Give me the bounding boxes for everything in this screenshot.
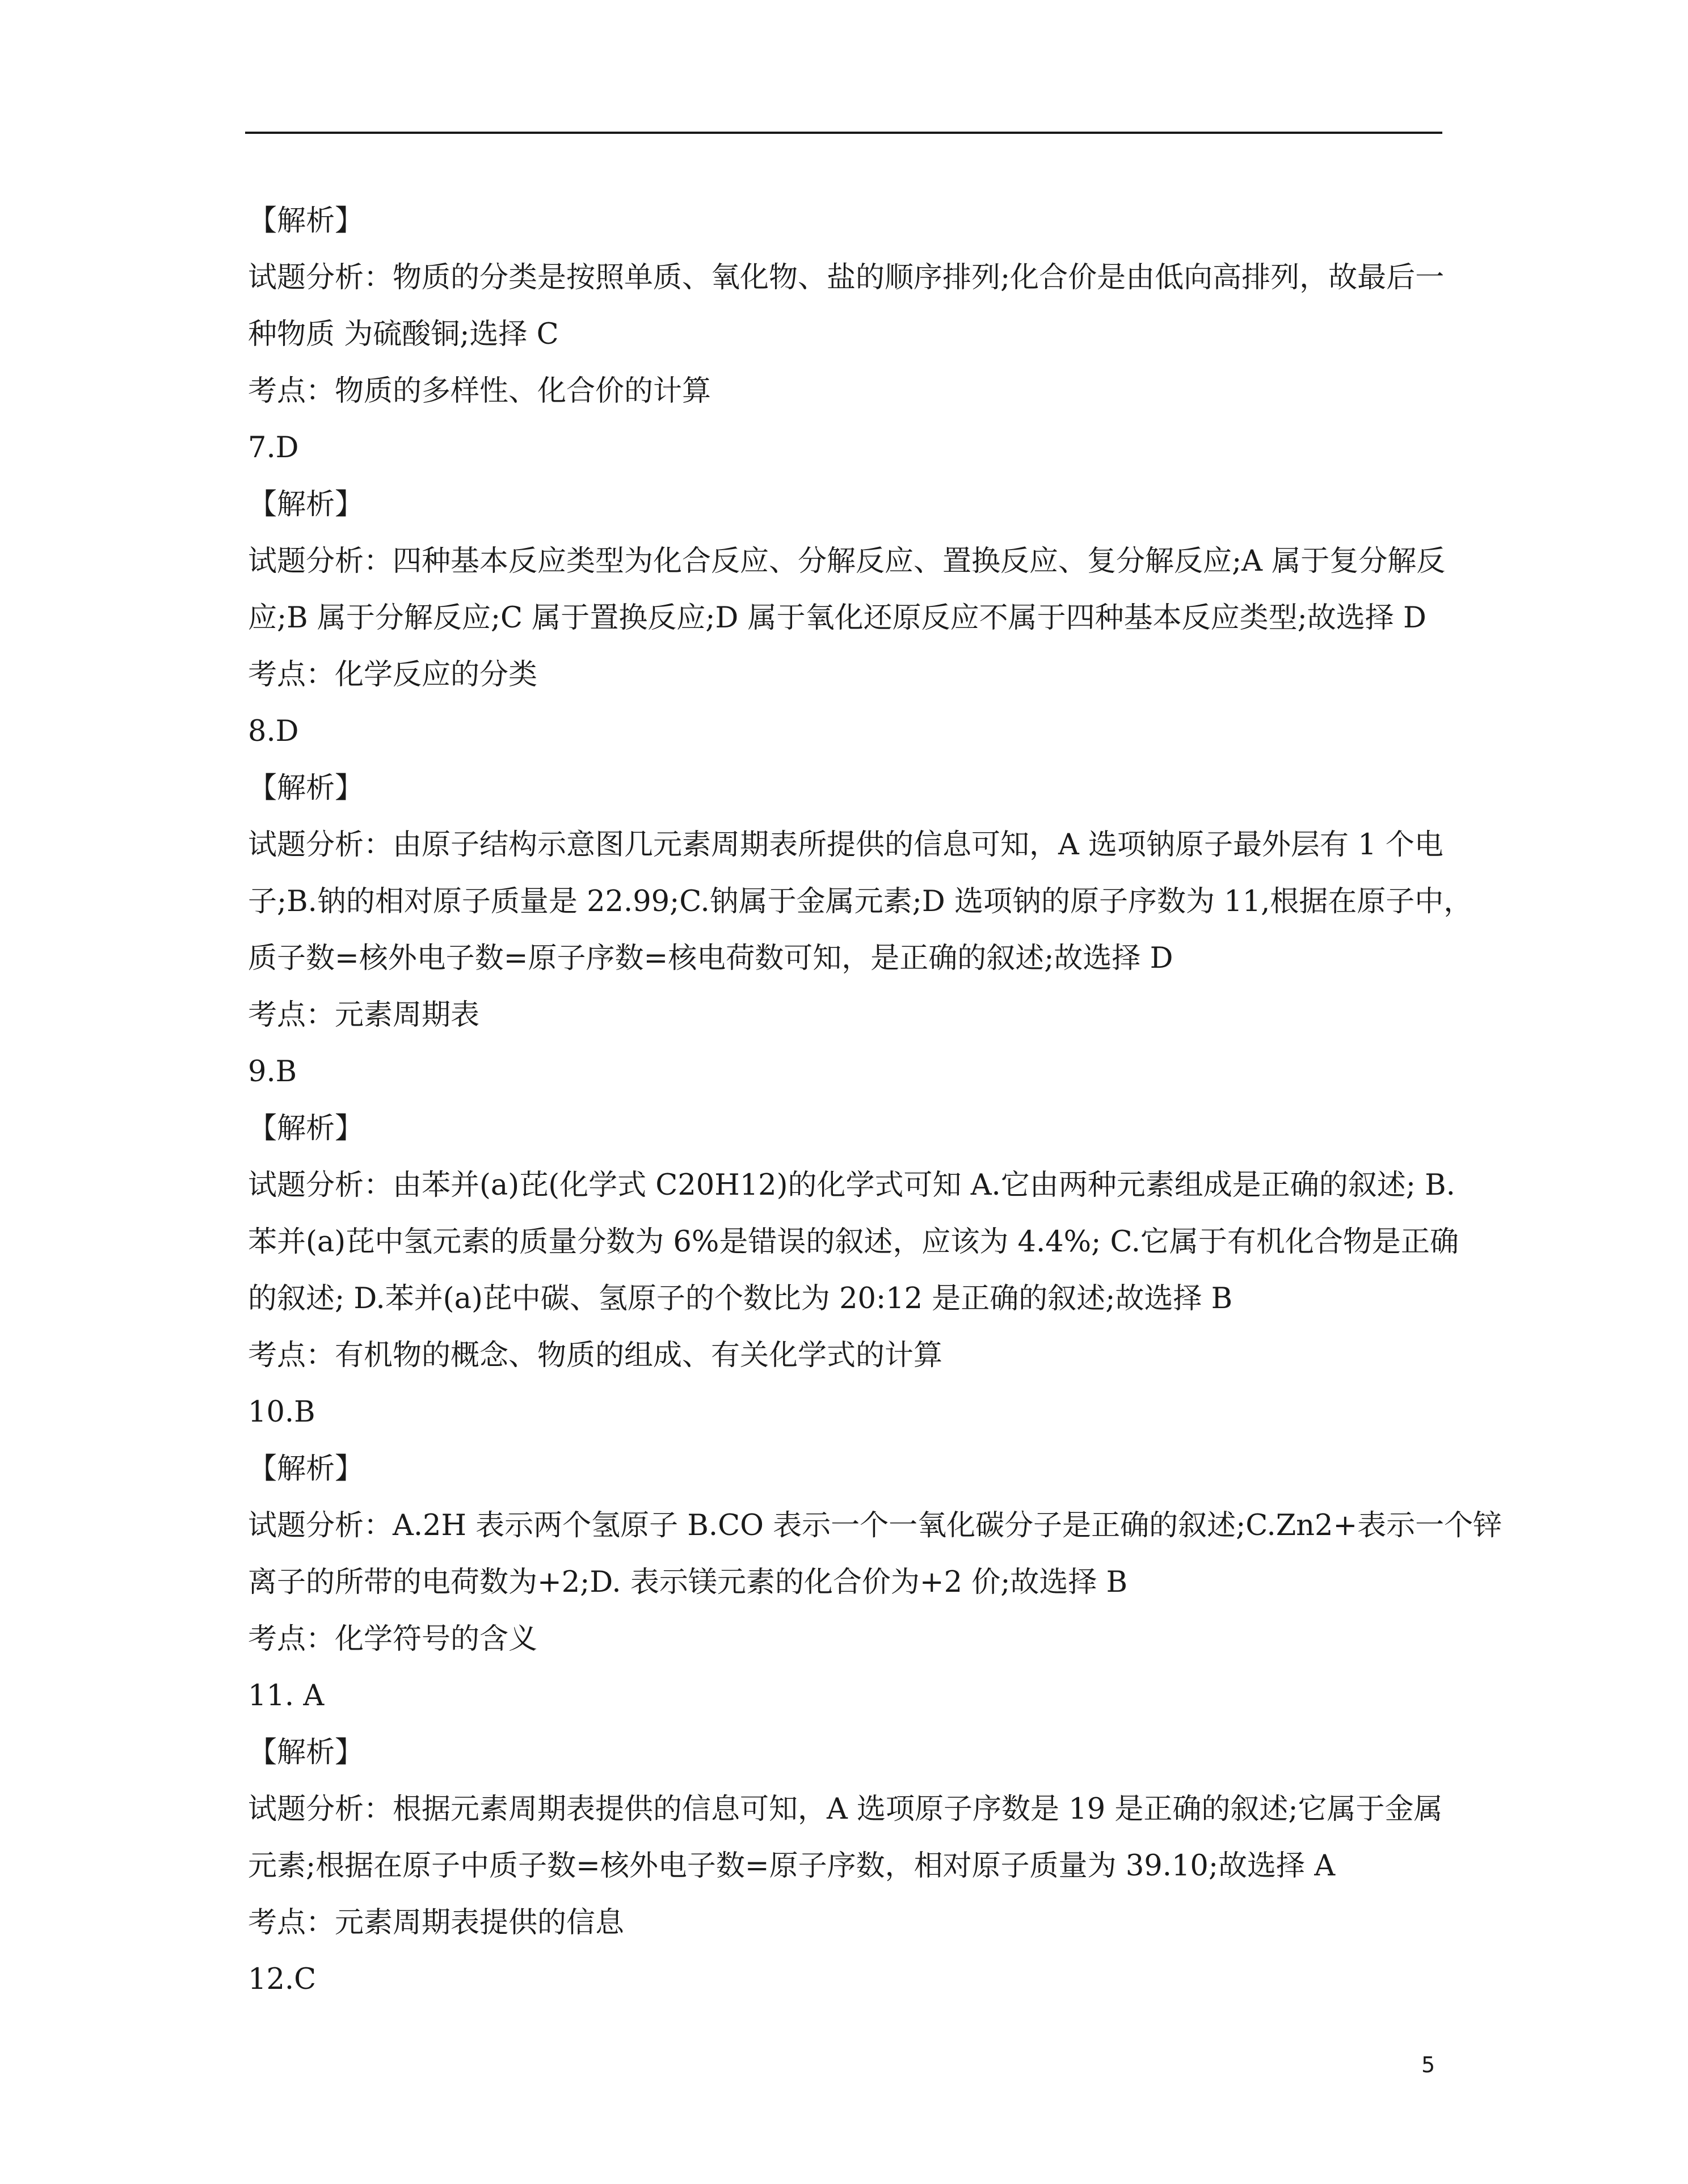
answer-number: 11. A	[248, 1679, 325, 1713]
text-line: 元素;根据在原子中质子数=核外电子数=原子序数，相对原子质量为 39.10;故选择 A	[248, 1849, 1336, 1883]
text-line: 试题分析：根据元素周期表提供的信息可知，A 选项原子序数是 19 是正确的叙述;它属于金属	[248, 1793, 1443, 1826]
text-line: 【解析】	[248, 1452, 364, 1486]
text-line: 的叙述; D.苯并(a)芘中碳、氢原子的个数比为 20:12 是正确的叙述;故选择 B	[248, 1282, 1233, 1316]
text-line: 考点：物质的多样性、化合价的计算	[248, 374, 712, 408]
text-line: 离子的所带的电荷数为+2;D. 表示镁元素的化合价为+2 价;故选择 B	[248, 1566, 1128, 1599]
answer-number: 8.D	[248, 715, 299, 748]
text-line: 苯并(a)芘中氢元素的质量分数为 6%是错误的叙述，应该为 4.4%; C.它属于有机化合物是正确	[248, 1225, 1459, 1259]
text-line: 试题分析：物质的分类是按照单质、氧化物、盐的顺序排列;化合价是由低向高排列，故最后一	[248, 261, 1445, 294]
text-line: 【解析】	[248, 1112, 364, 1145]
text-line: 种物质 为硫酸铜;选择 C	[248, 318, 559, 351]
text-line: 试题分析：四种基本反应类型为化合反应、分解反应、置换反应、复分解反应;A 属于复分解反	[248, 545, 1446, 578]
text-line: 考点：有机物的概念、物质的组成、有关化学式的计算	[248, 1339, 943, 1372]
answer-number: 7.D	[248, 431, 299, 465]
text-line: 考点：化学反应的分类	[248, 658, 538, 692]
document-body	[248, 193, 1502, 2008]
text-line: 考点：元素周期表	[248, 998, 480, 1032]
answer-number: 9.B	[248, 1055, 297, 1089]
text-line: 【解析】	[248, 488, 364, 521]
text-line: 子;B.钠的相对原子质量是 22.99;C.钠属于金属元素;D 选项钠的原子序数为 11,根据在原子中，	[248, 885, 1473, 918]
text-line: 考点：元素周期表提供的信息	[248, 1906, 625, 1940]
answer-number: 12.C	[248, 1963, 317, 1996]
text-line: 【解析】	[248, 1736, 364, 1769]
text-line: 应;B 属于分解反应;C 属于置换反应;D 属于氧化还原反应不属于四种基本反应类型;故选择 D	[248, 601, 1426, 635]
page-number: 5	[1421, 2052, 1436, 2077]
text-line: 试题分析：A.2H 表示两个氢原子 B.CO 表示一个一氧化碳分子是正确的叙述;C.Zn2+表示一个锌	[248, 1509, 1502, 1542]
answer-number: 10.B	[248, 1395, 315, 1429]
header-rule	[245, 132, 1442, 134]
text-line: 【解析】	[248, 204, 364, 238]
text-line: 【解析】	[248, 771, 364, 805]
text-line: 试题分析：由原子结构示意图几元素周期表所提供的信息可知，A 选项钠原子最外层有 1 个电	[248, 828, 1443, 862]
text-line: 质子数=核外电子数=原子序数=核电荷数可知，是正确的叙述;故选择 D	[248, 942, 1173, 975]
text-line: 试题分析：由苯并(a)芘(化学式 C20H12)的化学式可知 A.它由两种元素组成是正确的叙述; B.	[248, 1169, 1455, 1202]
text-line: 考点：化学符号的含义	[248, 1622, 538, 1656]
